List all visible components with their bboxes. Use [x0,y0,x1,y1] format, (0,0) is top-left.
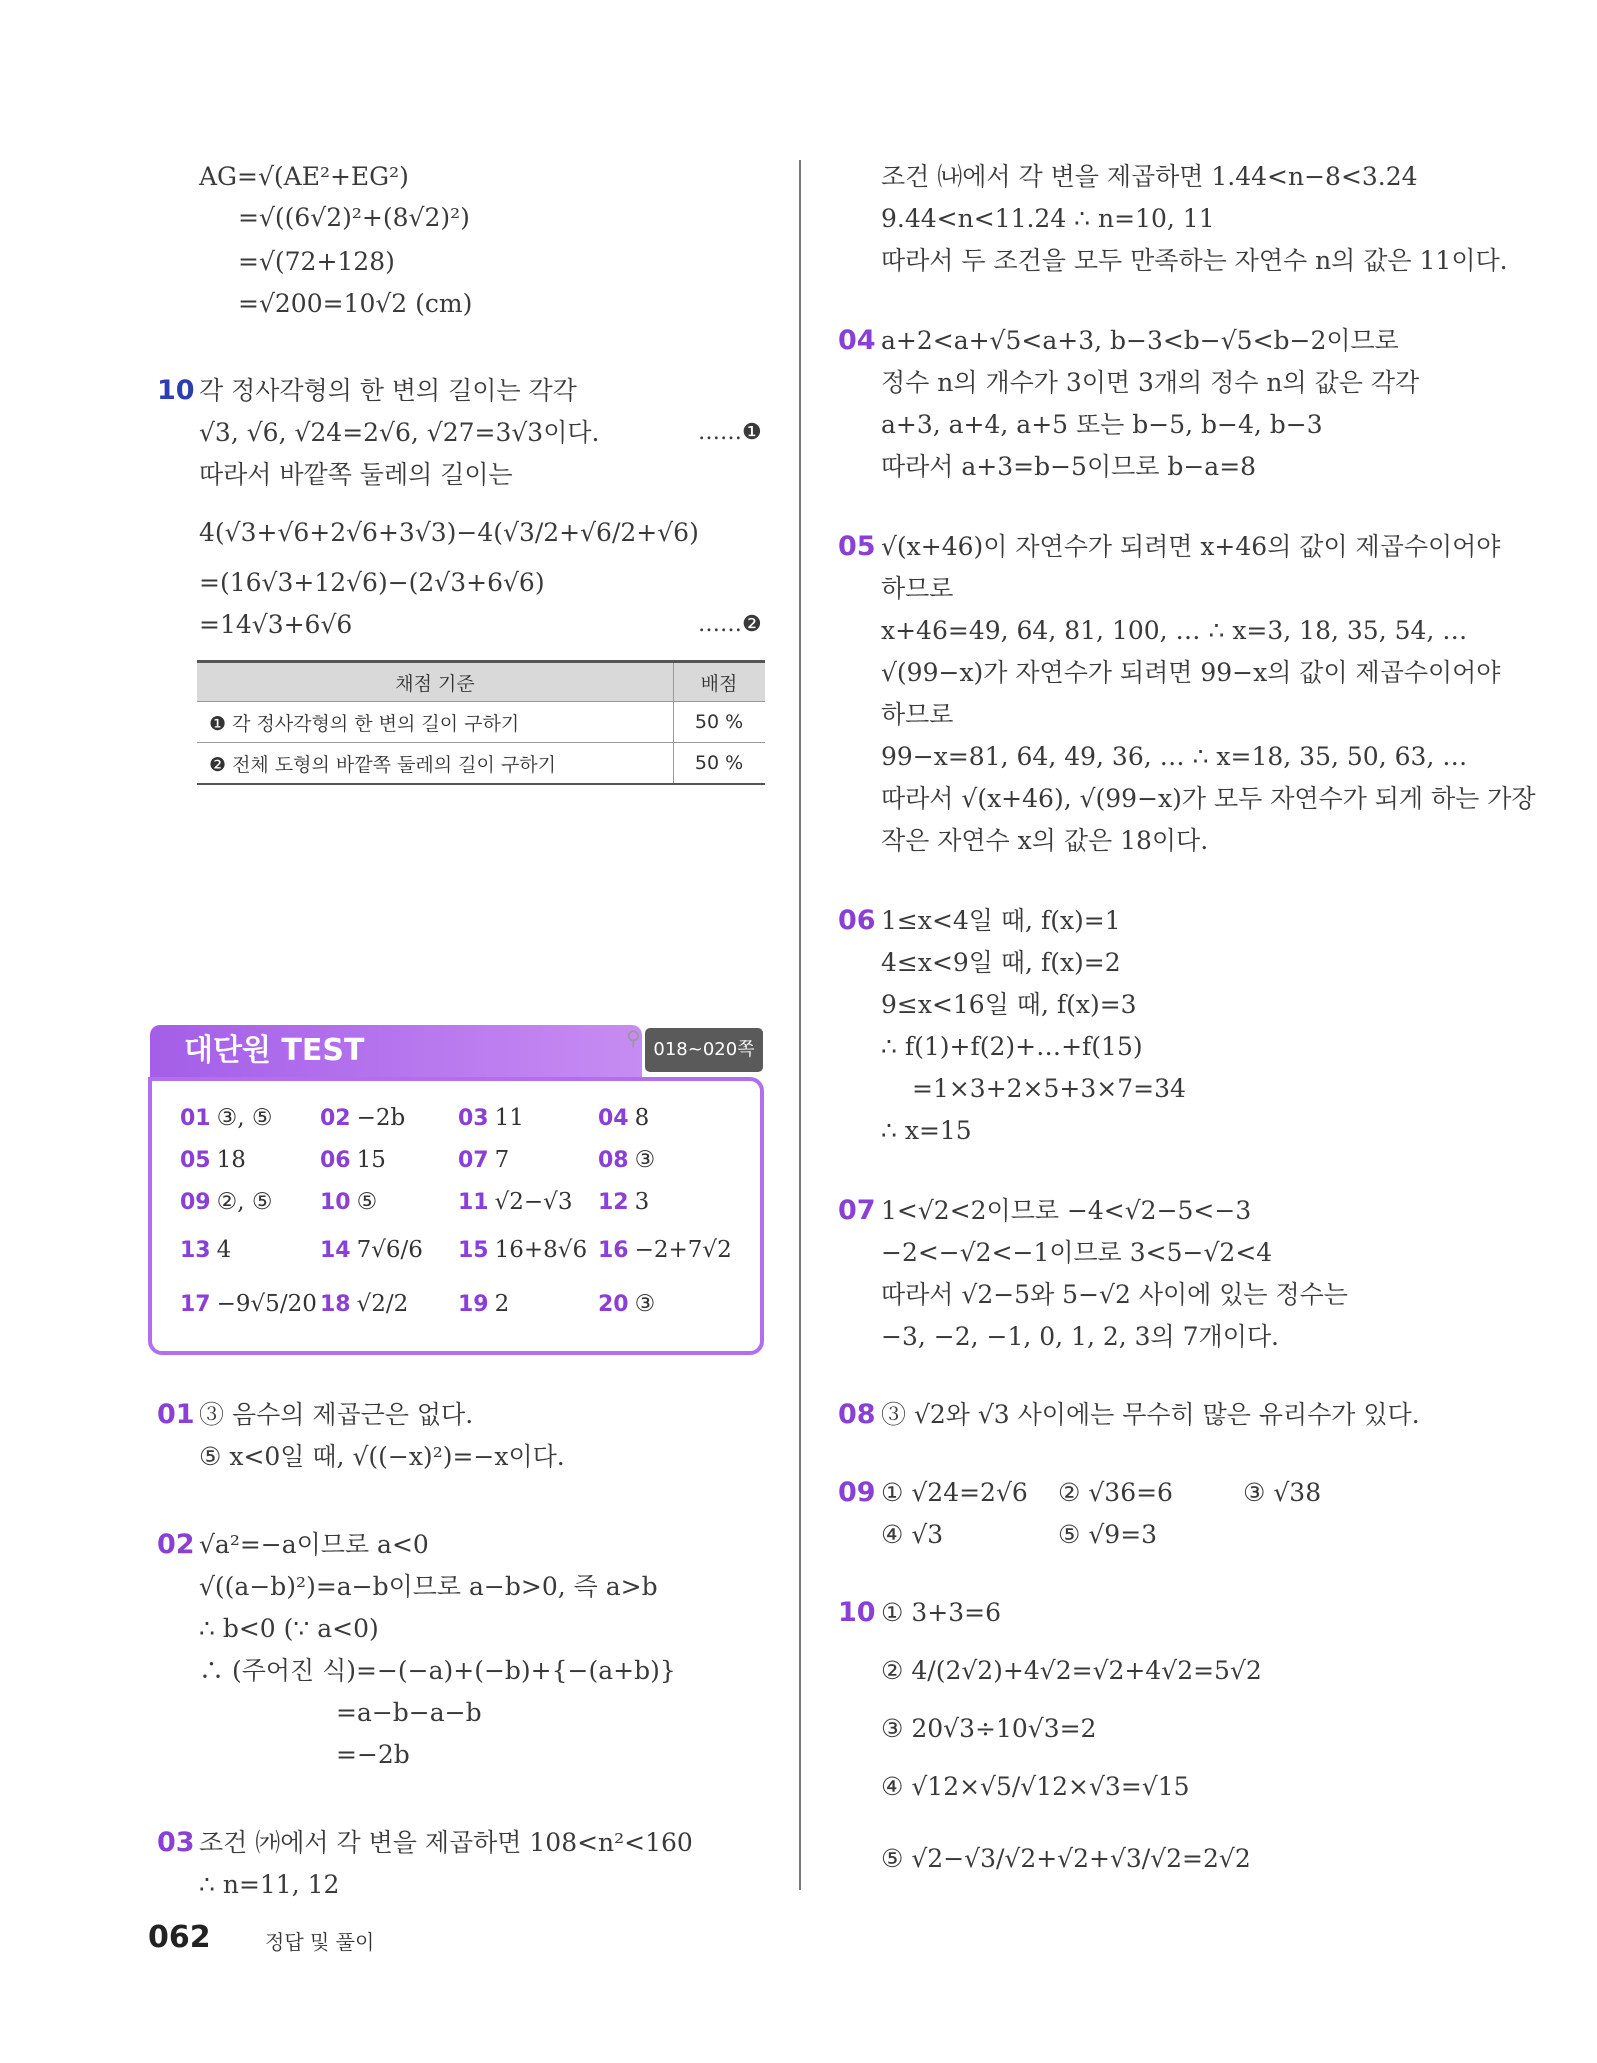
solution-line: ③ √38 [1243,1478,1322,1507]
test-answer [180,1187,273,1218]
answer-number: 15 [458,1238,489,1263]
answer-value: ②, ⑤ [216,1189,273,1215]
answer-number: 13 [180,1238,211,1263]
answer-value: 15 [356,1147,386,1173]
test-answer [180,1145,246,1176]
solution-line: 조건 ㈏에서 각 변을 제곱하면 1.44<n−8<3.24 [881,162,1418,191]
test-answer [458,1145,509,1176]
solution-line: 따라서 √2−5와 5−√2 사이에 있는 정수는 [881,1280,1348,1309]
test-answer-box [148,1077,764,1355]
answer-value: √2−√3 [494,1189,573,1215]
solution-line: ∴ f(1)+f(2)+…+f(15) [881,1032,1143,1061]
answer-number: 02 [320,1106,351,1131]
solution-line: 조건 ㈎에서 각 변을 제곱하면 108<n²<160 [199,1828,693,1857]
answer-number: 11 [458,1190,489,1215]
problem-number: 06 [838,905,876,936]
answer-value: 8 [634,1105,650,1131]
problem-number: 05 [838,531,876,562]
solution-line: 따라서 √(x+46), √(99−x)가 모두 자연수가 되게 하는 가장 [881,784,1536,813]
answer-number: 03 [458,1106,489,1131]
answer-number: 20 [598,1292,629,1317]
answer-number: 14 [320,1238,351,1263]
solution-line: 따라서 a+3=b−5이므로 b−a=8 [881,452,1257,481]
test-answer [180,1235,231,1266]
solution-line: ∴ (주어진 식)=−(−a)+(−b)+{−(a+b)} [199,1656,676,1685]
problem-number: 04 [838,325,876,356]
problem-number: 07 [838,1195,876,1226]
answer-number: 01 [180,1106,211,1131]
test-page-range: 018~020쪽 [645,1028,763,1072]
solution-line: √a²=−a이므로 a<0 [199,1530,429,1559]
solution-line: ③ √2와 √3 사이에는 무수히 많은 유리수가 있다. [881,1400,1420,1429]
solution-line: −3, −2, −1, 0, 1, 2, 3의 7개이다. [881,1322,1279,1351]
answer-value: ③ [634,1291,656,1317]
solution-line: 각 정사각형의 한 변의 길이는 각각 [199,376,577,405]
table-cell: ❷ 전체 도형의 바깥쪽 둘레의 길이 구하기 [197,743,674,785]
solution-line: =−2b [336,1740,410,1769]
solution-line: ⑤ √9=3 [1058,1520,1158,1549]
answer-number: 06 [320,1148,351,1173]
answer-value: 2 [494,1291,510,1317]
answer-number: 05 [180,1148,211,1173]
test-answer [320,1187,377,1218]
problem-number: 08 [838,1399,876,1430]
table-header: 채점 기준 [197,662,674,702]
solution-line: =a−b−a−b [336,1698,482,1727]
solution-line: 1≤x<4일 때, f(x)=1 [881,906,1121,935]
test-answer [458,1289,509,1320]
solution-line: 9.44<n<11.24 ∴ n=10, 11 [881,204,1215,233]
solution-line: =(16√3+12√6)−(2√3+6√6) [199,568,545,597]
solution-line: ① 3+3=6 [881,1598,1001,1627]
answer-value: ⑤ [356,1189,378,1215]
solution-line: 99−x=81, 64, 49, 36, … ∴ x=18, 35, 50, 63, … [881,742,1468,771]
solution-line: 정수 n의 개수가 3이면 3개의 정수 n의 값은 각각 [881,368,1420,397]
test-answer [180,1103,273,1134]
answer-value: √2/2 [356,1291,409,1317]
problem-number: 09 [838,1477,876,1508]
problem-number: 10 [838,1597,876,1628]
solution-line: ④ √12×√5/√12×√3=√15 [881,1772,1190,1801]
formula-line: AG=√(AE²+EG²) [199,162,409,191]
answer-value: 11 [494,1105,524,1131]
problem-number: 02 [157,1529,195,1560]
test-answer [320,1145,386,1176]
formula-line: =√200=10√2 (cm) [238,289,473,318]
answer-value: 18 [216,1147,246,1173]
test-answer [598,1187,649,1218]
answer-number: 18 [320,1292,351,1317]
formula-line: =√((6√2)²+(8√2)²) [238,203,470,232]
solution-line: ∴ n=11, 12 [199,1870,340,1899]
footer-label: 정답 및 풀이 [265,1930,375,1954]
solution-line: ∴ b<0 (∵ a<0) [199,1614,379,1643]
column-divider [799,160,801,1890]
answer-number: 10 [320,1190,351,1215]
solution-line: =14√3+6√6 [199,610,353,639]
answer-number: 07 [458,1148,489,1173]
answer-value: 16+8√6 [494,1237,588,1263]
answer-number: 19 [458,1292,489,1317]
solution-line: ② 4/(2√2)+4√2=√2+4√2=5√2 [881,1656,1262,1685]
table-cell: 50 % [674,702,766,743]
solution-line: 4≤x<9일 때, f(x)=2 [881,948,1121,977]
test-answer [458,1235,587,1266]
problem-number: 01 [157,1399,195,1430]
answer-value: 3 [634,1189,650,1215]
test-title: 대단원 TEST [150,1025,642,1077]
answer-number: 08 [598,1148,629,1173]
solution-line: −2<−√2<−1이므로 3<5−√2<4 [881,1238,1273,1267]
solution-line: 9≤x<16일 때, f(x)=3 [881,990,1137,1019]
answer-value: −9√5/20 [216,1291,317,1317]
solution-line: √3, √6, √24=2√6, √27=3√3이다. [199,418,600,447]
table-header: 배점 [674,662,766,702]
step-marker: ……❷ [698,612,762,637]
table-cell: ❶ 각 정사각형의 한 변의 길이 구하기 [197,702,674,743]
solution-line: x+46=49, 64, 81, 100, … ∴ x=3, 18, 35, 54, … [881,616,1468,645]
solution-line: 따라서 두 조건을 모두 만족하는 자연수 n의 값은 11이다. [881,246,1508,275]
test-answer [458,1103,524,1134]
answer-number: 17 [180,1292,211,1317]
solution-line: 1<√2<2이므로 −4<√2−5<−3 [881,1196,1252,1225]
solution-line: √(99−x)가 자연수가 되려면 99−x의 값이 제곱수이어야 [881,658,1501,687]
page-number: 062 [148,1920,211,1955]
table-cell: 50 % [674,743,766,785]
test-answer [598,1103,649,1134]
answer-value: ③ [634,1147,656,1173]
test-answer [598,1145,655,1176]
test-answer [180,1289,317,1320]
formula-line: =√(72+128) [238,247,395,276]
problem-number: 03 [157,1827,195,1858]
test-answer [458,1187,572,1218]
answer-number: 16 [598,1238,629,1263]
answer-value: −2+7√2 [634,1237,732,1263]
solution-line: √(x+46)이 자연수가 되려면 x+46의 값이 제곱수이어야 [881,532,1501,561]
solution-line: 따라서 바깥쪽 둘레의 길이는 [199,460,513,489]
answer-number: 12 [598,1190,629,1215]
solution-line: ∴ x=15 [881,1116,972,1145]
solution-line: ③ 음수의 제곱근은 없다. [199,1400,474,1429]
solution-line: 하므로 [881,574,954,603]
test-answer [598,1235,732,1266]
clip-icon: ⚲ [626,1026,641,1050]
problem-number: 10 [157,375,195,406]
answer-value: 7√6/6 [356,1237,423,1263]
table-row [197,743,765,785]
solution-line: ⑤ x<0일 때, √((−x)²)=−x이다. [199,1442,565,1471]
answer-value: ③, ⑤ [216,1105,273,1131]
test-answer [320,1103,405,1134]
solution-line: 작은 자연수 x의 값은 18이다. [881,826,1209,855]
solution-line: ④ √3 [881,1520,944,1549]
solution-line: =1×3+2×5+3×7=34 [912,1074,1186,1103]
solution-line: a+3, a+4, a+5 또는 b−5, b−4, b−3 [881,410,1323,439]
solution-line: √((a−b)²)=a−b이므로 a−b>0, 즉 a>b [199,1572,658,1601]
answer-value: 4 [216,1237,232,1263]
scoring-table [197,660,765,785]
solution-line: ① √24=2√6 [881,1478,1028,1507]
test-answer [320,1235,423,1266]
answer-number: 09 [180,1190,211,1215]
solution-line: 4(√3+√6+2√6+3√3)−4(√3/2+√6/2+√6) [199,518,699,547]
answer-value: −2b [356,1105,406,1131]
answer-value: 7 [494,1147,510,1173]
solution-line: ② √36=6 [1058,1478,1173,1507]
solution-line: ③ 20√3÷10√3=2 [881,1714,1097,1743]
test-answer [598,1289,655,1320]
solution-line: ⑤ √2−√3/√2+√2+√3/√2=2√2 [881,1844,1251,1873]
step-marker: ……❶ [698,420,762,445]
test-answer [320,1289,408,1320]
table-row [197,702,765,743]
solution-line: a+2<a+√5<a+3, b−3<b−√5<b−2이므로 [881,326,1399,355]
solution-line: 하므로 [881,700,954,729]
answer-number: 04 [598,1106,629,1131]
